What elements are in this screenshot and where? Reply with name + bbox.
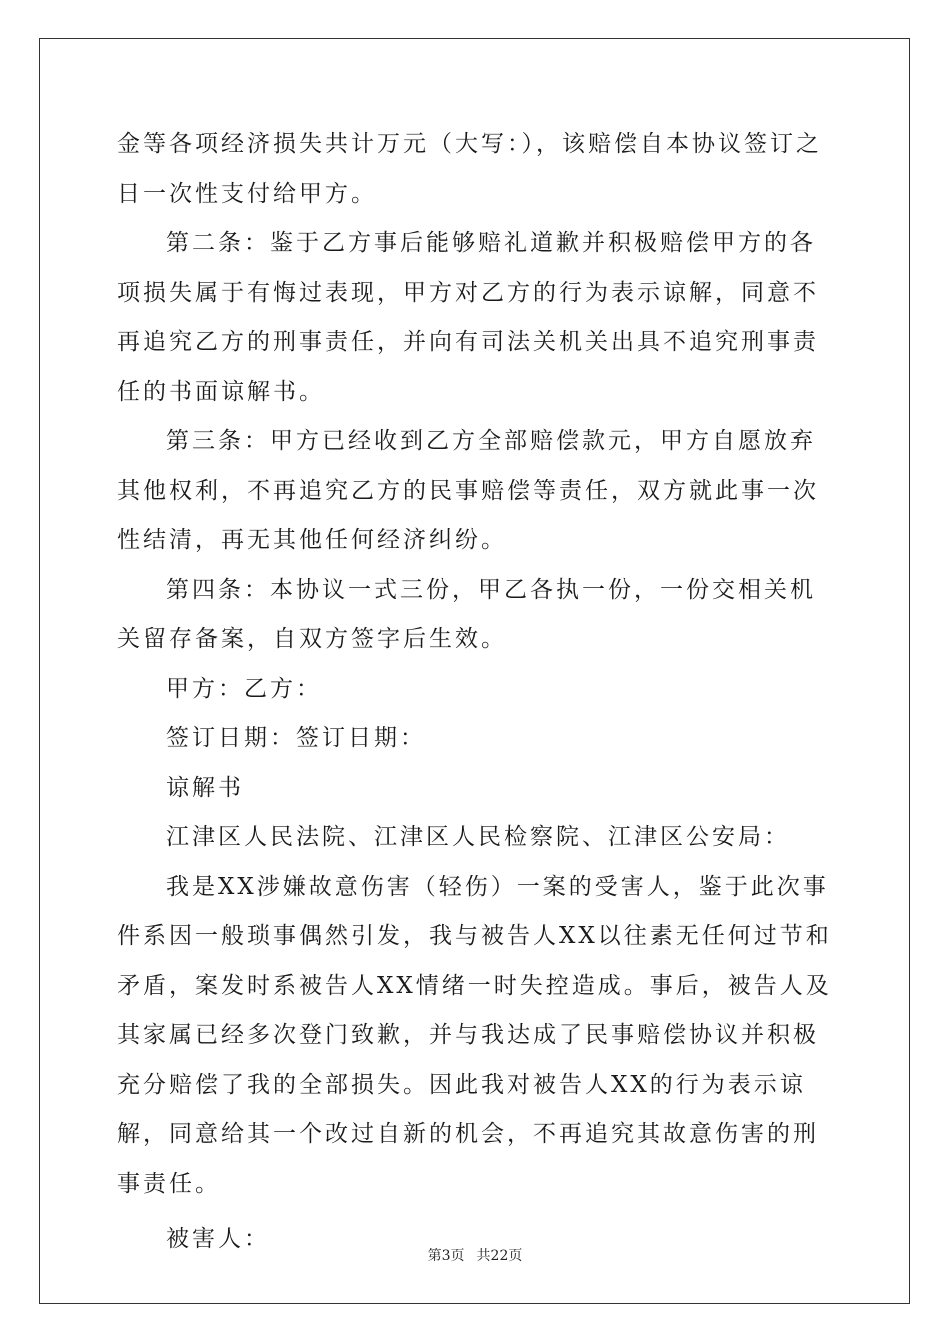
signing-date-line: 签订日期：签订日期： bbox=[166, 725, 426, 751]
paragraph-compensation-continued: 金等各项经济损失共计万元（大写：），该赔偿自本协议签订之日一次性支付给甲方。 bbox=[117, 131, 822, 207]
page-footer bbox=[0, 1245, 950, 1265]
page-total: 共22页 bbox=[476, 1248, 523, 1264]
page-number: 第3页 bbox=[427, 1248, 465, 1264]
letter-title: 谅解书 bbox=[166, 774, 244, 801]
paragraph-article-two: 第二条：鉴于乙方事后能够赔礼道歉并积极赔偿甲方的各项损失属于有悔过表现，甲方对乙方的行为表示谅解，同意不再追究乙方的刑事责任，并向有司法关机关出具不追究刑事责任的书面谅解书。 bbox=[117, 230, 819, 405]
victim-signature-line: 被害人： bbox=[166, 1226, 270, 1252]
letter-addressee: 江津区人民法院、江津区人民检察院、江津区公安局： bbox=[166, 824, 790, 850]
paragraph-article-four: 第四条：本协议一式三份，甲乙各执一份，一份交相关机关留存备案，自双方签字后生效。 bbox=[117, 576, 816, 652]
paragraph-article-three: 第三条：甲方已经收到乙方全部赔偿款元，甲方自愿放弃其他权利，不再追究乙方的民事赔偿等责任，双方就此事一次性结清，再无其他任何经济纠纷。 bbox=[117, 428, 819, 553]
signature-parties-line: 甲方：乙方： bbox=[166, 675, 322, 702]
paragraph-letter-body: 我是XX涉嫌故意伤害（轻伤）一案的受害人，鉴于此次事件系因一般琐事偶然引发，我与被告人XX以往素无任何过节和矛盾，案发时系被告人XX情绪一时失控造成。事后，被告人及其家属已经多次登门致歉，并与我达成了民事赔偿协议并积极充分赔偿了我的全部损失。因此我对被告人XX的行为表示谅解，同意给其一个改过自新的机会，不再追究其故意伤害的刑事责任。 bbox=[117, 873, 832, 1197]
document-body bbox=[117, 120, 835, 1265]
